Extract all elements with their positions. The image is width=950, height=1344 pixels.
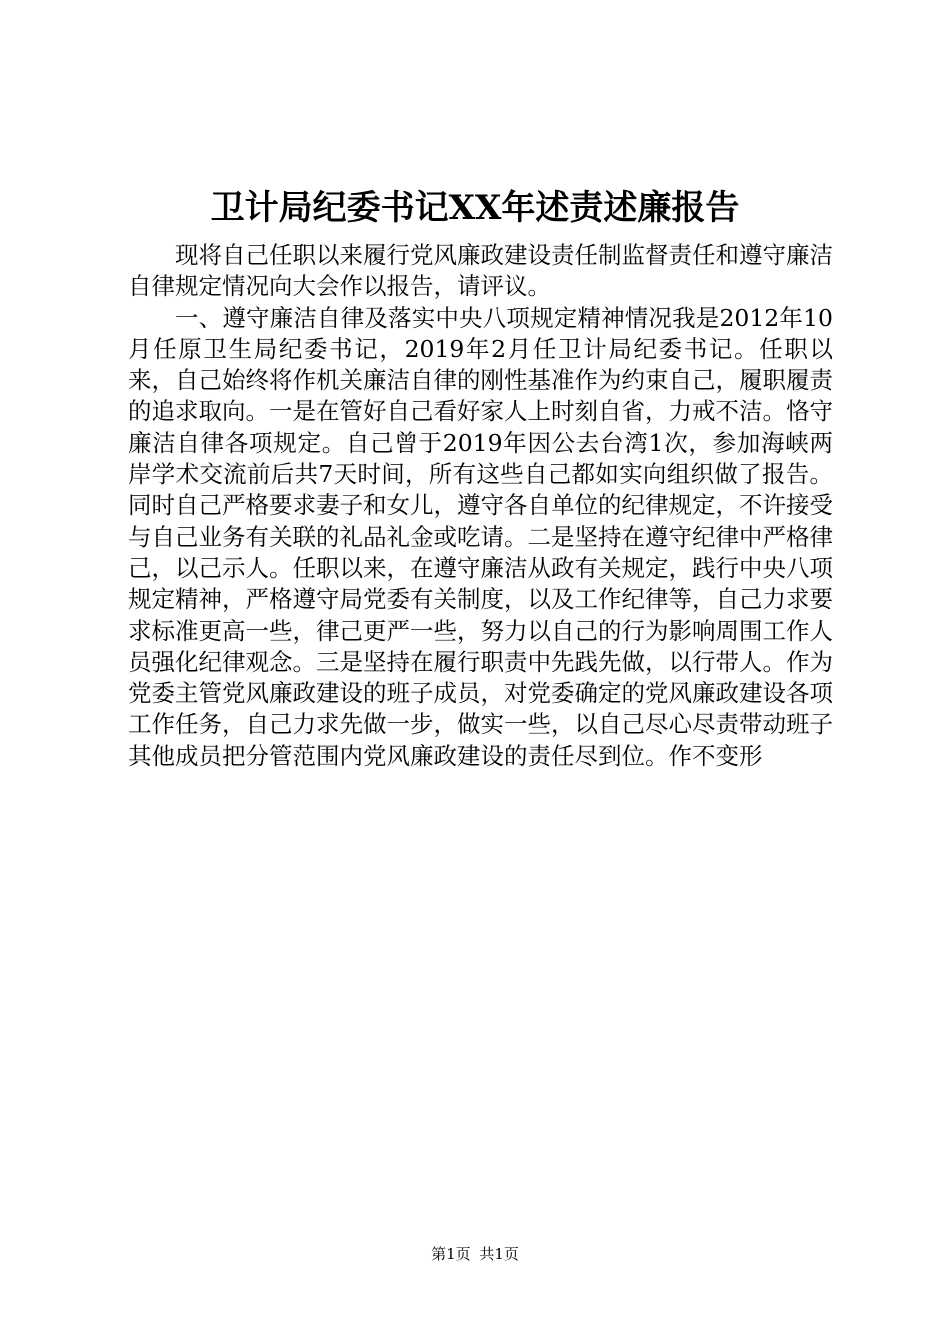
document-body	[128, 240, 833, 772]
document-title: 卫计局纪委书记XX年述责述廉报告	[210, 188, 740, 228]
paragraph-section-1: 一、遵守廉洁自律及落实中央八项规定精神情况我是2012年10月任原卫生局纪委书记，2019年2月任卫计局纪委书记。任职以来，自己始终将作机关廉洁自律的刚性基准作为约束自己，履职履责的追求取向。一是在管好自己看好家人上时刻自省，力戒不洁。恪守廉洁自律各项规定。自己曾于2019年因公去台湾1次，参加海峡两岸学术交流前后共7天时间，所有这些自己都如实向组织做了报告。同时自己严格要求妻子和女儿，遵守各自单位的纪律规定，不许接受与自己业务有关联的礼品礼金或吃请。二是坚持在遵守纪律中严格律己，以己示人。任职以来，在遵守廉洁从政有关规定，践行中央八项规定精神，严格遵守局党委有关制度，以及工作纪律等，自己力求要求标准更高一些，律己更严一些，努力以自己的行为影响周围工作人员强化纪律观念。三是坚持在履行职责中先践先做，以行带人。作为党委主管党风廉政建设的班子成员，对党委确定的党风廉政建设各项工作任务，自己力求先做一步，做实一些，以自己尽心尽责带动班子其他成员把分管范围内党风廉政建设的责任尽到位。作不变形	[128, 303, 833, 770]
page-footer	[0, 1244, 950, 1264]
page-number-total: 共1页	[479, 1245, 519, 1263]
page-number-current: 第1页	[431, 1245, 471, 1263]
paragraph-intro: 现将自己任职以来履行党风廉政建设责任制监督责任和遵守廉洁自律规定情况向大会作以报告，请评议。	[128, 241, 833, 301]
